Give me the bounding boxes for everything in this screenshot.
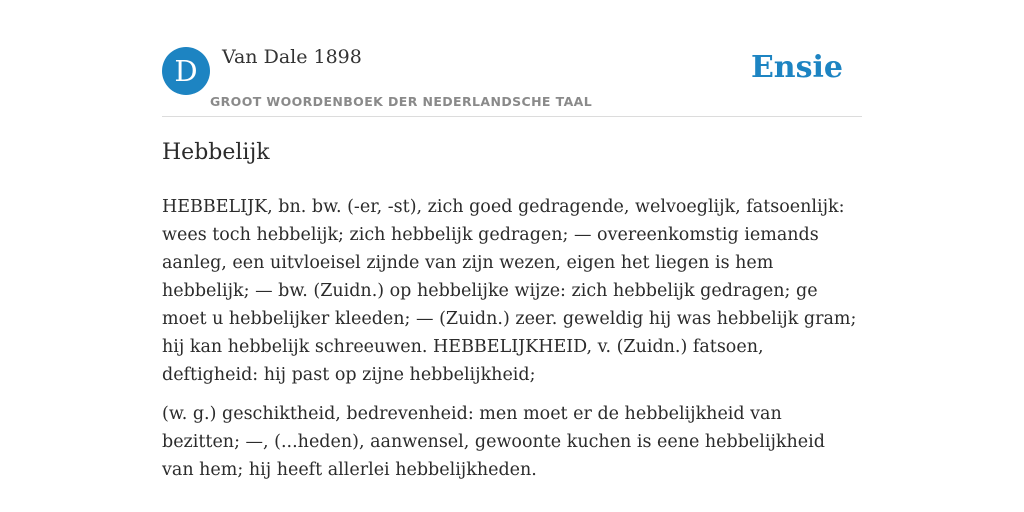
dictionary-subtitle: GROOT WOORDENBOEK DER NEDERLANDSCHE TAAL: [210, 94, 593, 109]
definition-paragraph: (w. g.) geschiktheid, bedrevenheid: men moet er de hebbelijkheid van bezitten; —, (...heden), aanwensel, gewoonte kuchen is eene hebbelijkheid van hem; hij heeft allerlei hebbelijkheden.: [162, 404, 825, 480]
dictionary-title[interactable]: Van Dale 1898: [222, 46, 362, 68]
page: [162, 0, 862, 512]
brand-logo[interactable]: Ensie: [750, 50, 843, 85]
page-title: Hebbelijk: [162, 140, 270, 165]
dictionary-logo[interactable]: D: [162, 47, 210, 95]
definition-paragraph: HEBBELIJK, bn. bw. (-er, -st), zich goed gedragende, welvoeglijk, fatsoenlijk: wees toch hebbelijk; zich hebbelijk gedragen; — overeenkomstig iemands aanleg, een uitvloeisel zijnde van zijn wezen, eigen het liegen is hem hebbelijk; — bw. (Zuidn.) op hebbelijke wijze: zich hebbelijk gedragen; ge moet u hebbelijker kleeden; — (Zuidn.) zeer. geweldig hij was hebbelijk gram; hij kan hebbelijk schreeuwen. HEBBELIJKHEID, v. (Zuidn.) fatsoen, deftigheid: hij past op zijne hebbelijkheid;: [162, 197, 857, 385]
header: [162, 0, 862, 117]
definition-body: [162, 193, 862, 495]
